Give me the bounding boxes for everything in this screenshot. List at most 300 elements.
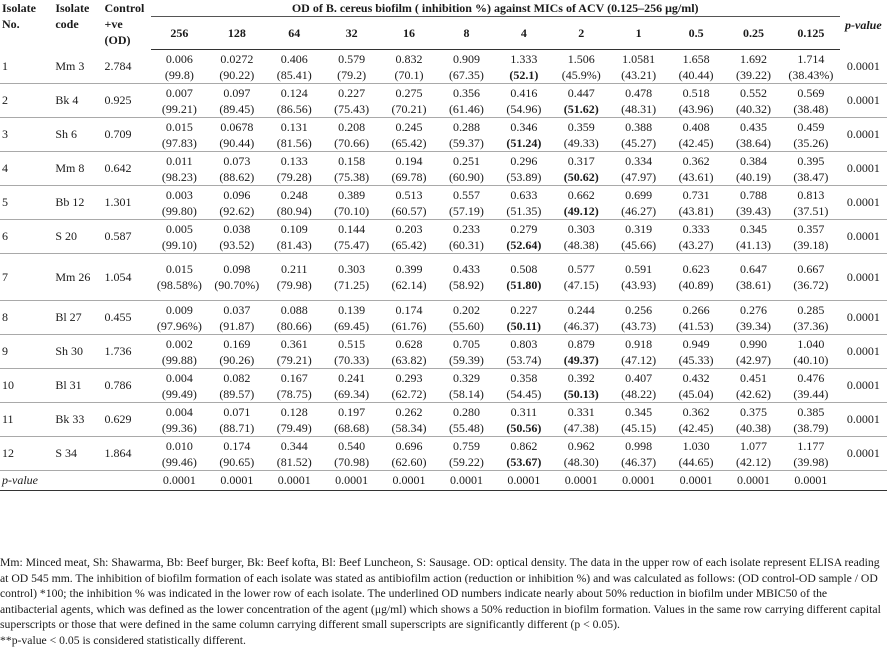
control-od-cell: 0.629: [103, 403, 151, 437]
od-value: 0.174: [223, 438, 251, 453]
od-value: 0.227: [338, 85, 366, 100]
inhibition-percent: (42.45): [678, 135, 714, 150]
p-value-cell: 0.0001: [840, 84, 887, 118]
od-inhibition-cell: [667, 186, 724, 220]
od-value: 0.194: [395, 153, 423, 168]
inhibition-percent: (98.23): [161, 169, 197, 184]
table-row: [0, 186, 887, 220]
od-value: 0.416: [510, 85, 538, 100]
isolate-no-cell: 8: [0, 301, 53, 335]
header-isolate-code: Isolate code: [55, 1, 90, 31]
inhibition-percent: (43.73): [621, 318, 657, 333]
inhibition-percent: (47.15): [563, 278, 599, 292]
od-inhibition-cell: [266, 437, 323, 471]
od-value: 0.459: [797, 119, 825, 134]
control-od-cell: 1.301: [103, 186, 151, 220]
inhibition-percent: (60.57): [391, 203, 427, 218]
od-inhibition-cell: [323, 186, 380, 220]
od-value: 0.015: [165, 262, 193, 276]
table-row: [0, 50, 887, 84]
od-inhibition-cell: [667, 84, 724, 118]
header-concentration: 1: [610, 17, 667, 50]
od-value: 0.208: [338, 119, 366, 134]
od-inhibition-cell: [208, 50, 265, 84]
od-inhibition-cell: [151, 118, 208, 152]
od-inhibition-cell: [151, 369, 208, 403]
od-inhibition-cell: [208, 335, 265, 369]
inhibition-percent: (53.67): [506, 454, 542, 469]
od-inhibition-cell: [266, 301, 323, 335]
p-value-cell: 0.0001: [840, 152, 887, 186]
od-inhibition-cell: [495, 118, 552, 152]
od-value: 1.030: [682, 438, 710, 453]
od-value: 0.540: [338, 438, 366, 453]
od-value: 0.662: [567, 187, 595, 202]
od-value: 0.266: [682, 302, 710, 317]
inhibition-percent: (98.58%): [156, 278, 202, 292]
inhibition-percent: (49.33): [563, 135, 599, 150]
p-value-summary-cell: 0.0001: [323, 471, 380, 491]
control-od-cell: 1.054: [103, 254, 151, 301]
inhibition-percent: (99.80): [161, 203, 197, 218]
od-inhibition-cell: [380, 301, 437, 335]
p-value-summary-cell: 0.0001: [553, 471, 610, 491]
od-inhibition-cell: [495, 50, 552, 84]
od-value: 0.478: [625, 85, 653, 100]
od-inhibition-cell: [495, 220, 552, 254]
od-value: 0.331: [567, 404, 595, 419]
od-value: 0.311: [510, 404, 538, 419]
p-value-summary-cell: 0.0001: [266, 471, 323, 491]
od-inhibition-cell: [725, 50, 782, 84]
inhibition-percent: (89.45): [219, 101, 255, 116]
od-inhibition-cell: [438, 186, 495, 220]
inhibition-percent: (42.62): [735, 386, 771, 401]
od-inhibition-cell: [380, 403, 437, 437]
od-value: 0.251: [452, 153, 480, 168]
od-inhibition-cell: [323, 403, 380, 437]
inhibition-percent: (90.26): [219, 352, 255, 367]
od-value: 0.569: [797, 85, 825, 100]
od-inhibition-cell: [782, 335, 839, 369]
od-inhibition-cell: [438, 369, 495, 403]
od-value: 0.139: [338, 302, 366, 317]
inhibition-percent: (79.98): [276, 278, 312, 292]
p-value-row: [0, 471, 887, 491]
p-value-row-label: p-value: [0, 471, 151, 491]
od-inhibition-cell: [610, 335, 667, 369]
inhibition-percent: (68.68): [334, 420, 370, 435]
od-inhibition-cell: [208, 186, 265, 220]
isolate-code-cell: Mm 3: [53, 50, 102, 84]
inhibition-percent: (90.22): [219, 67, 255, 82]
od-value: 0.577: [567, 262, 595, 276]
inhibition-percent: (40.89): [678, 278, 714, 292]
od-inhibition-cell: [495, 369, 552, 403]
od-value: 1.0581: [622, 51, 656, 66]
inhibition-percent: (40.10): [793, 352, 829, 367]
inhibition-percent: (53.89): [506, 169, 542, 184]
od-value: 0.131: [280, 119, 308, 134]
inhibition-percent: (39.43): [735, 203, 771, 218]
od-inhibition-cell: [323, 118, 380, 152]
od-inhibition-cell: [782, 118, 839, 152]
od-value: 0.647: [739, 262, 767, 276]
od-inhibition-cell: [151, 437, 208, 471]
od-value: 0.990: [739, 336, 767, 351]
inhibition-percent: (59.39): [448, 352, 484, 367]
od-value: 1.658: [682, 51, 710, 66]
od-inhibition-cell: [266, 118, 323, 152]
od-value: 0.279: [510, 221, 538, 236]
p-value-cell: 0.0001: [840, 301, 887, 335]
od-value: 1.692: [739, 51, 767, 66]
od-inhibition-cell: [151, 403, 208, 437]
od-inhibition-cell: [380, 220, 437, 254]
inhibition-percent: (69.45): [334, 318, 370, 333]
table-body: [0, 50, 887, 491]
inhibition-percent: (97.83): [161, 135, 197, 150]
od-value: 0.109: [280, 221, 308, 236]
od-inhibition-cell: [553, 186, 610, 220]
od-inhibition-cell: [208, 220, 265, 254]
od-value: 0.408: [682, 119, 710, 134]
header-concentration: 256: [151, 17, 208, 50]
inhibition-percent: (81.52): [276, 454, 312, 469]
od-value: 0.128: [280, 404, 308, 419]
od-inhibition-cell: [266, 84, 323, 118]
inhibition-percent: (70.98): [334, 454, 370, 469]
isolate-code-cell: S 20: [53, 220, 102, 254]
od-value: 0.233: [452, 221, 480, 236]
inhibition-percent: (60.31): [448, 237, 484, 252]
p-value-summary-cell: 0.0001: [725, 471, 782, 491]
inhibition-percent: (48.38): [563, 237, 599, 252]
od-inhibition-cell: [323, 84, 380, 118]
inhibition-percent: (46.27): [621, 203, 657, 218]
inhibition-percent: (43.27): [678, 237, 714, 252]
inhibition-percent: (71.25): [334, 278, 370, 292]
od-inhibition-cell: [553, 369, 610, 403]
od-value: 0.227: [510, 302, 538, 317]
inhibition-percent: (51.62): [563, 101, 599, 116]
od-inhibition-cell: [553, 118, 610, 152]
isolate-code-cell: Bl 27: [53, 301, 102, 335]
od-value: 0.633: [510, 187, 538, 202]
od-value: 1.177: [797, 438, 825, 453]
od-value: 0.174: [395, 302, 423, 317]
od-inhibition-cell: [725, 369, 782, 403]
inhibition-percent: (67.35): [448, 67, 484, 82]
inhibition-percent: (57.19): [448, 203, 484, 218]
od-value: 0.623: [682, 262, 710, 276]
header-concentration: 0.25: [725, 17, 782, 50]
inhibition-percent: (79.21): [276, 352, 312, 367]
inhibition-percent: (99.49): [161, 386, 197, 401]
od-inhibition-cell: [438, 118, 495, 152]
od-inhibition-cell: [438, 437, 495, 471]
od-inhibition-cell: [667, 335, 724, 369]
inhibition-percent: (38.48): [793, 101, 829, 116]
od-value: 0.280: [452, 404, 480, 419]
od-value: 1.506: [567, 51, 595, 66]
inhibition-percent: (40.38): [735, 420, 771, 435]
isolate-code-cell: Bk 4: [53, 84, 102, 118]
inhibition-percent: (75.47): [334, 237, 370, 252]
inhibition-percent: (40.19): [735, 169, 771, 184]
od-inhibition-cell: [323, 301, 380, 335]
od-inhibition-cell: [725, 301, 782, 335]
inhibition-percent: (42.12): [735, 454, 771, 469]
isolate-no-cell: 10: [0, 369, 53, 403]
header-concentration: 2: [553, 17, 610, 50]
inhibition-percent: (43.81): [678, 203, 714, 218]
od-value: 0.356: [452, 85, 480, 100]
isolate-no-cell: 5: [0, 186, 53, 220]
inhibition-percent: (55.48): [448, 420, 484, 435]
header-control: Control +ve (OD): [104, 1, 145, 47]
table-row: [0, 403, 887, 437]
od-inhibition-cell: [667, 301, 724, 335]
od-inhibition-cell: [151, 84, 208, 118]
inhibition-percent: (62.60): [391, 454, 427, 469]
od-inhibition-cell: [266, 403, 323, 437]
od-inhibition-cell: [208, 152, 265, 186]
inhibition-percent: (51.24): [506, 135, 542, 150]
od-inhibition-cell: [782, 152, 839, 186]
p-value-summary-cell: 0.0001: [610, 471, 667, 491]
od-inhibition-cell: [667, 369, 724, 403]
control-od-cell: 1.864: [103, 437, 151, 471]
od-value: 0.088: [280, 302, 308, 317]
inhibition-percent: (58.92): [448, 278, 484, 292]
od-value: 0.909: [452, 51, 480, 66]
inhibition-percent: (79.49): [276, 420, 312, 435]
od-inhibition-cell: [380, 254, 437, 301]
table-row: [0, 118, 887, 152]
od-value: 0.407: [625, 370, 653, 385]
p-value-summary-cell: 0.0001: [438, 471, 495, 491]
control-od-cell: 2.784: [103, 50, 151, 84]
od-value: 0.591: [625, 262, 653, 276]
table-header: [0, 0, 887, 50]
od-value: 0.202: [452, 302, 480, 317]
inhibition-percent: (52.64): [506, 237, 542, 252]
od-value: 0.158: [338, 153, 366, 168]
inhibition-percent: (65.42): [391, 135, 427, 150]
inhibition-percent: (47.12): [621, 352, 657, 367]
isolate-no-cell: 3: [0, 118, 53, 152]
od-value: 0.097: [223, 85, 251, 100]
p-value-cell: 0.0001: [840, 220, 887, 254]
od-inhibition-cell: [438, 50, 495, 84]
inhibition-percent: (39.34): [735, 318, 771, 333]
inhibition-percent: (40.32): [735, 101, 771, 116]
control-od-cell: 0.455: [103, 301, 151, 335]
od-value: 1.077: [739, 438, 767, 453]
od-inhibition-cell: [151, 220, 208, 254]
inhibition-percent: (59.37): [448, 135, 484, 150]
od-inhibition-cell: [151, 335, 208, 369]
inhibition-percent: (70.66): [334, 135, 370, 150]
inhibition-percent: (99.21): [161, 101, 197, 116]
od-inhibition-cell: [438, 152, 495, 186]
inhibition-percent: (54.96): [506, 101, 542, 116]
inhibition-percent: (61.76): [391, 318, 427, 333]
od-inhibition-cell: [323, 369, 380, 403]
od-value: 0.388: [625, 119, 653, 134]
od-inhibition-cell: [782, 50, 839, 84]
od-value: 0.344: [280, 438, 308, 453]
inhibition-percent: (41.13): [735, 237, 771, 252]
inhibition-percent: (38.47): [793, 169, 829, 184]
inhibition-percent: (37.36): [793, 318, 829, 333]
od-inhibition-cell: [266, 152, 323, 186]
od-value: 0.362: [682, 404, 710, 419]
od-value: 0.241: [338, 370, 366, 385]
header-concentration: 0.5: [667, 17, 724, 50]
od-value: 0.375: [739, 404, 767, 419]
od-value: 0.197: [338, 404, 366, 419]
inhibition-percent: (81.43): [276, 237, 312, 252]
inhibition-percent: (43.96): [678, 101, 714, 116]
od-inhibition-cell: [208, 369, 265, 403]
inhibition-percent: (46.37): [563, 318, 599, 333]
od-inhibition-cell: [667, 220, 724, 254]
od-inhibition-cell: [725, 186, 782, 220]
od-value: 0.293: [395, 370, 423, 385]
od-inhibition-cell: [438, 335, 495, 369]
od-inhibition-cell: [266, 186, 323, 220]
od-value: 0.515: [338, 336, 366, 351]
od-value: 0.803: [510, 336, 538, 351]
table-row: [0, 254, 887, 301]
od-value: 0.167: [280, 370, 308, 385]
od-inhibition-cell: [266, 50, 323, 84]
od-value: 0.010: [165, 438, 193, 453]
header-concentration: 32: [323, 17, 380, 50]
inhibition-percent: (99.46): [161, 454, 197, 469]
od-value: 0.731: [682, 187, 710, 202]
inhibition-percent: (48.31): [621, 101, 657, 116]
od-value: 0.262: [395, 404, 423, 419]
od-inhibition-cell: [553, 335, 610, 369]
inhibition-percent: (45.33): [678, 352, 714, 367]
od-value: 0.098: [223, 262, 251, 276]
inhibition-percent: (70.33): [334, 352, 370, 367]
od-value: 0.357: [797, 221, 825, 236]
od-value: 1.333: [510, 51, 538, 66]
inhibition-percent: (81.56): [276, 135, 312, 150]
od-value: 0.275: [395, 85, 423, 100]
od-inhibition-cell: [208, 301, 265, 335]
od-inhibition-cell: [782, 186, 839, 220]
od-value: 0.144: [338, 221, 366, 236]
od-value: 0.345: [739, 221, 767, 236]
inhibition-percent: (38.61): [735, 278, 771, 292]
od-inhibition-cell: [495, 437, 552, 471]
od-inhibition-cell: [782, 220, 839, 254]
header-concentration: 64: [266, 17, 323, 50]
inhibition-percent: (80.94): [276, 203, 312, 218]
od-value: 0.435: [739, 119, 767, 134]
od-inhibition-cell: [438, 301, 495, 335]
od-inhibition-cell: [323, 50, 380, 84]
od-value: 0.0678: [220, 119, 254, 134]
od-inhibition-cell: [495, 403, 552, 437]
od-value: 0.788: [739, 187, 767, 202]
inhibition-percent: (53.74): [506, 352, 542, 367]
od-inhibition-cell: [782, 437, 839, 471]
inhibition-percent: (40.44): [678, 67, 714, 82]
p-value-summary-cell: 0.0001: [495, 471, 552, 491]
isolate-no-cell: 1: [0, 50, 53, 84]
p-value-cell: 0.0001: [840, 50, 887, 84]
od-value: 0.432: [682, 370, 710, 385]
p-value-cell: 0.0001: [840, 254, 887, 301]
od-value: 0.552: [739, 85, 767, 100]
od-inhibition-cell: [782, 301, 839, 335]
inhibition-percent: (80.66): [276, 318, 312, 333]
od-inhibition-cell: [610, 254, 667, 301]
od-inhibition-cell: [553, 403, 610, 437]
footnote-abbreviations: Mm: Minced meat, Sh: Shawarma, Bb: Beef burger, Bk: Beef kofta, Bl: Beef Luncheon, S: Sausage. OD: optical density. The data in the upper row of each isolate represent ELISA reading at OD 545 mm. The inhibition of biofilm formation of each isolate was stated as antibiofilm action (reduction or inhibition %) and was calculated as follows: (OD control-OD sample / OD control) *100; the inhibition % was indicated in the lower row of each isolate. The underlined OD numbers indicate nearly about 50% reduction in biofilm under MBIC50 of the antibacterial agents, which was defined as the lower concentration of the agent (μg/ml) which shows a 50% reduction in biofilm formation. Values in the same row carrying different capital superscripts or those that were defined in the same column carrying different small superscripts are significantly different (p < 0.05).: [0, 556, 881, 632]
inhibition-percent: (58.14): [448, 386, 484, 401]
od-inhibition-cell: [380, 84, 437, 118]
od-value: 0.399: [395, 262, 423, 276]
od-value: 0.169: [223, 336, 251, 351]
inhibition-percent: (39.22): [735, 67, 771, 82]
od-value: 0.447: [567, 85, 595, 100]
od-value: 0.557: [452, 187, 480, 202]
inhibition-percent: (38.43%): [788, 67, 834, 82]
od-inhibition-cell: [610, 84, 667, 118]
od-inhibition-cell: [151, 301, 208, 335]
isolate-no-cell: 7: [0, 254, 53, 301]
inhibition-percent: (42.45): [678, 420, 714, 435]
od-inhibition-cell: [380, 369, 437, 403]
od-inhibition-cell: [667, 403, 724, 437]
od-inhibition-cell: [438, 220, 495, 254]
p-value-summary-cell: 0.0001: [667, 471, 724, 491]
od-value: 0.699: [625, 187, 653, 202]
od-value: 0.288: [452, 119, 480, 134]
p-value-summary-cell: 0.0001: [208, 471, 265, 491]
inhibition-percent: (63.82): [391, 352, 427, 367]
od-inhibition-cell: [323, 437, 380, 471]
inhibition-percent: (39.18): [793, 237, 829, 252]
p-value-summary-blank: [840, 471, 887, 491]
header-isolate-no: Isolate No.: [2, 1, 36, 31]
inhibition-percent: (62.14): [391, 278, 427, 292]
isolate-no-cell: 6: [0, 220, 53, 254]
isolate-no-cell: 4: [0, 152, 53, 186]
isolate-code-cell: Sh 6: [53, 118, 102, 152]
inhibition-percent: (50.62): [563, 169, 599, 184]
inhibition-percent: (48.22): [621, 386, 657, 401]
od-value: 0.296: [510, 153, 538, 168]
od-value: 0.007: [165, 85, 193, 100]
inhibition-percent: (43.21): [621, 67, 657, 82]
od-value: 0.389: [338, 187, 366, 202]
od-inhibition-cell: [495, 84, 552, 118]
od-value: 0.004: [165, 404, 193, 419]
od-inhibition-cell: [380, 335, 437, 369]
inhibition-percent: (69.78): [391, 169, 427, 184]
inhibition-percent: (99.36): [161, 420, 197, 435]
inhibition-percent: (39.44): [793, 386, 829, 401]
table-row: [0, 335, 887, 369]
